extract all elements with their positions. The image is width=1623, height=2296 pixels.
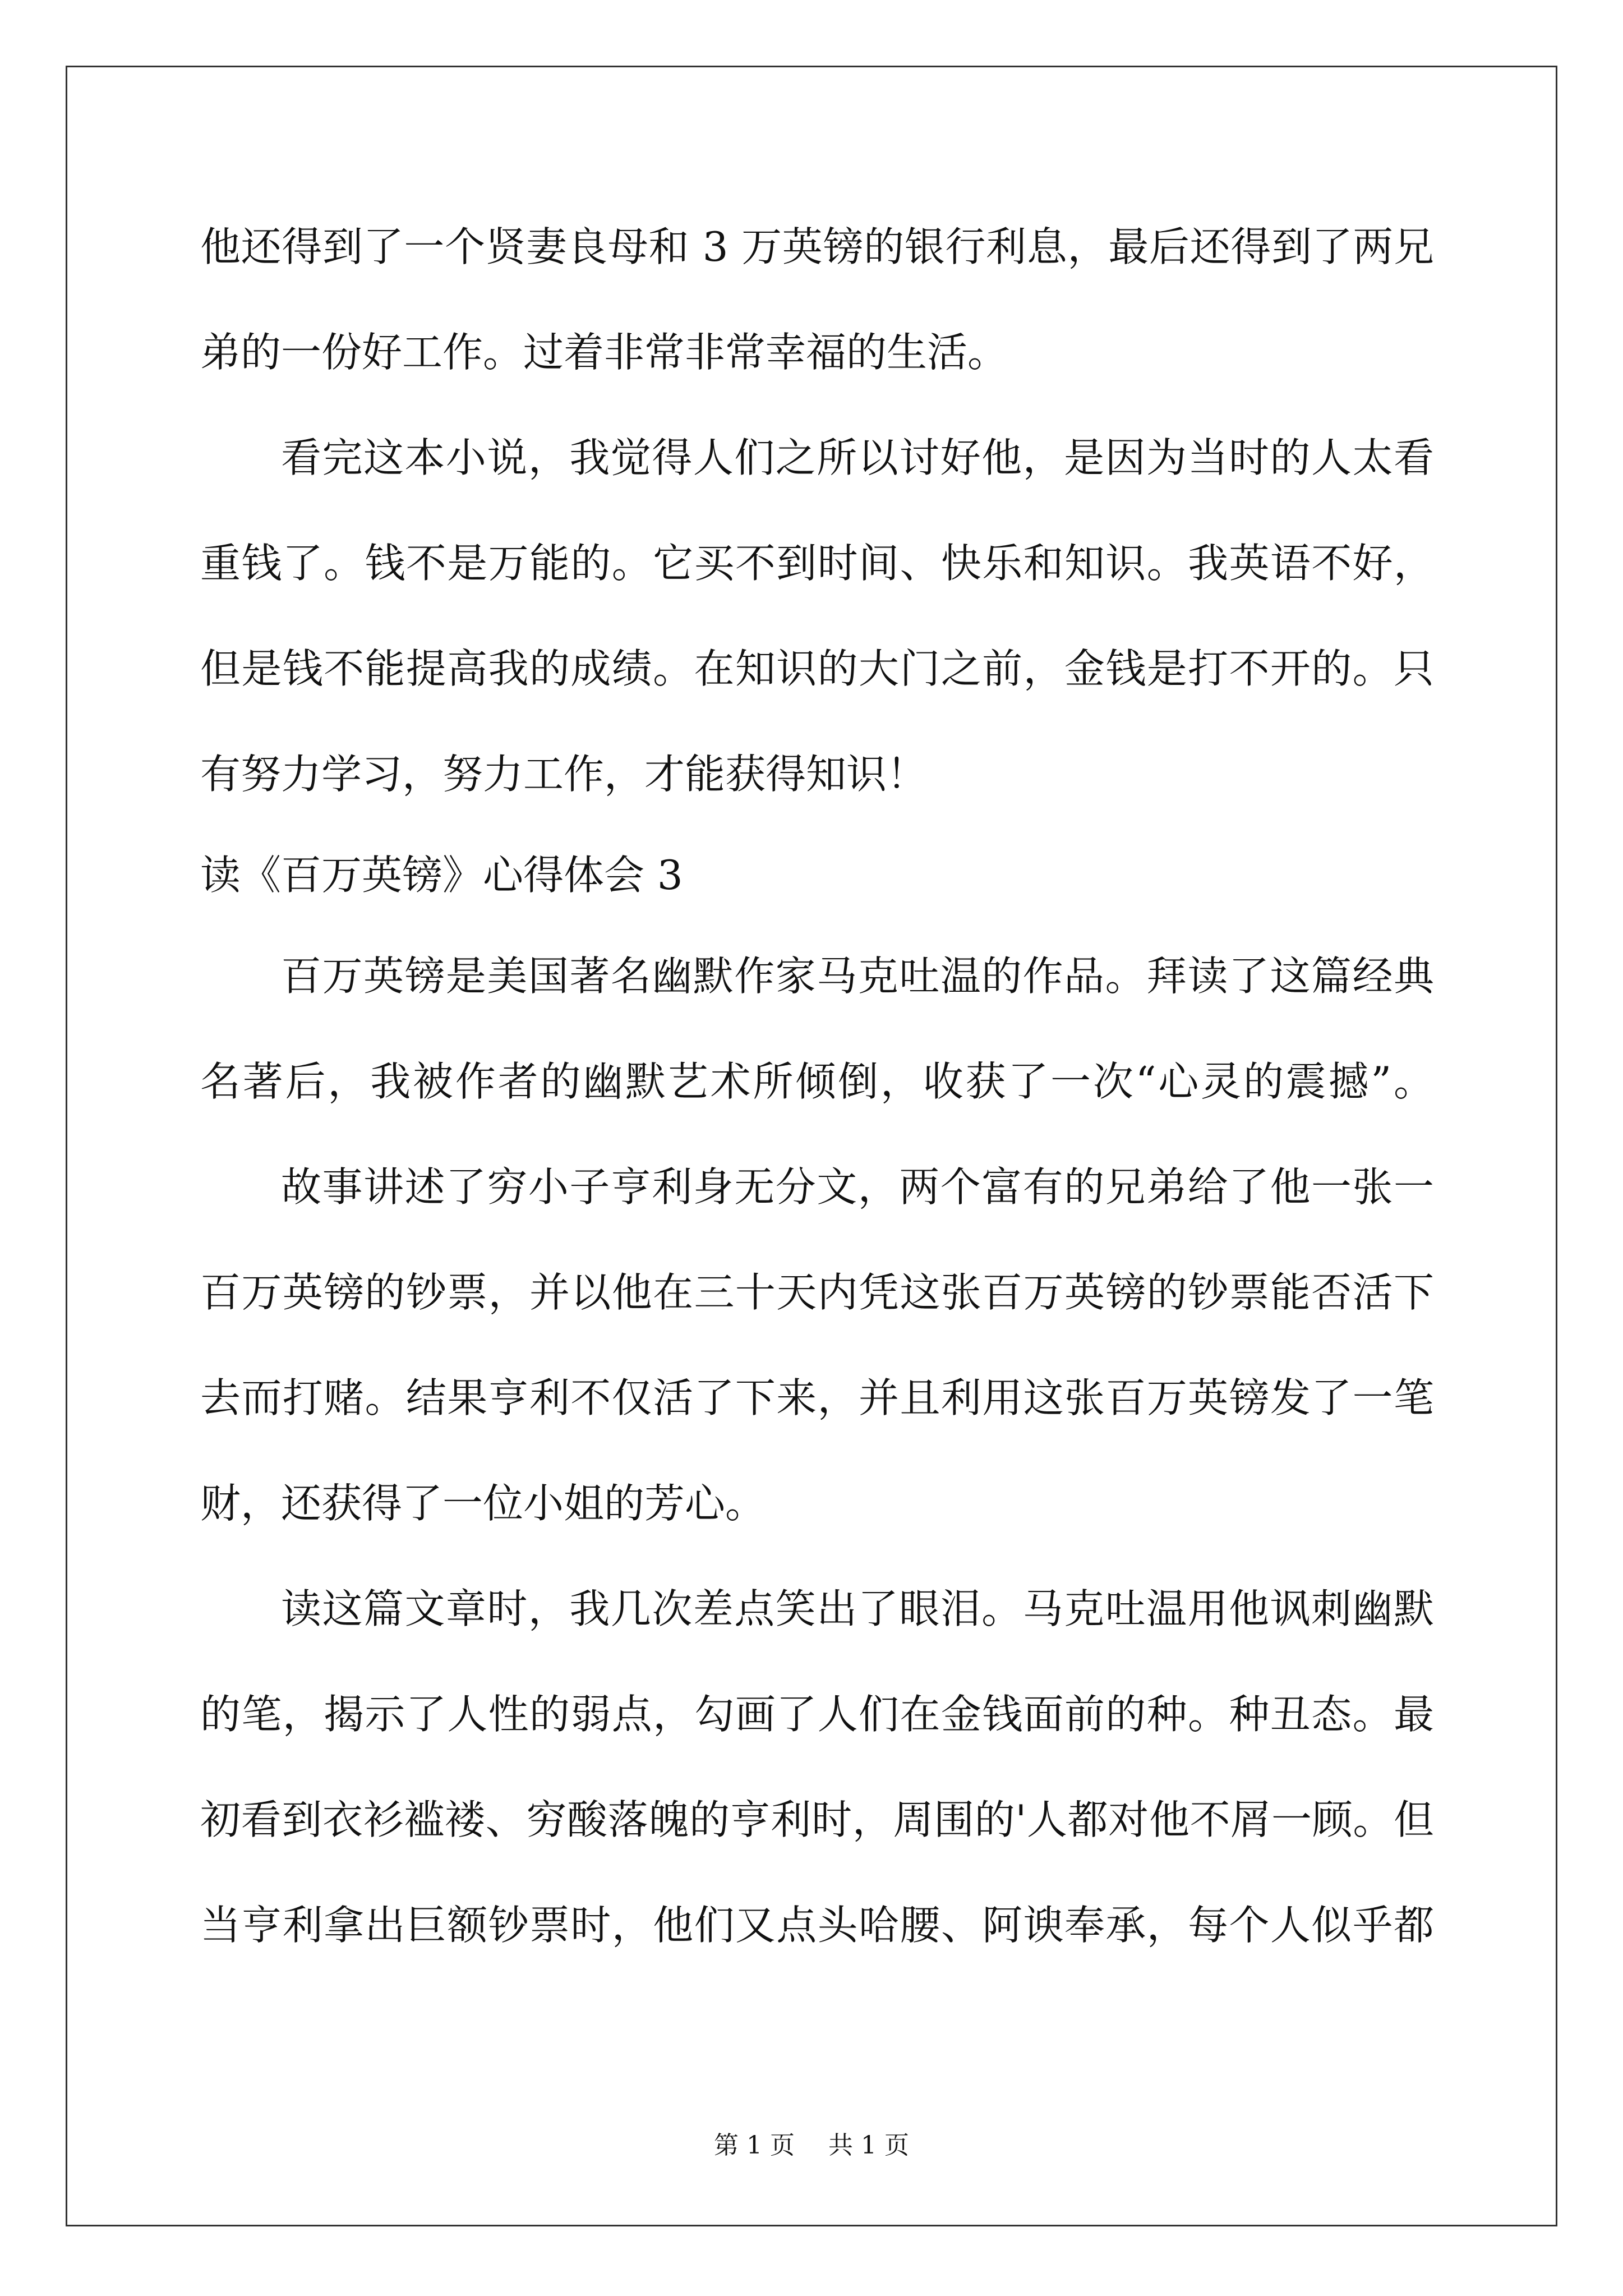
text-line-2: 弟的一份好工作。过着非常非常幸福的生活。 bbox=[200, 329, 1008, 376]
text-line-10: 故事讲述了穷小子亨利身无分文，两个富有的兄弟给了他一张一 bbox=[281, 1163, 1434, 1211]
text-line-6: 有努力学习，努力工作，才能获得知识！ bbox=[200, 751, 928, 798]
text-line-4: 重钱了。钱不是万能的。它买不到时间、快乐和知识。我英语不好， bbox=[200, 540, 1434, 587]
text-line-8: 百万英镑是美国著名幽默作家马克吐温的作品。拜读了这篇经典 bbox=[281, 953, 1434, 1000]
page-number-current: 第 1 页 bbox=[714, 2131, 795, 2160]
text-line-12: 去而打赌。结果亨利不仅活了下来，并且利用这张百万英镑发了一笔 bbox=[200, 1374, 1434, 1421]
text-line-3: 看完这本小说，我觉得人们之所以讨好他，是因为当时的人太看 bbox=[281, 434, 1434, 481]
text-line-5: 但是钱不能提高我的成绩。在知识的大门之前，金钱是打不开的。只 bbox=[200, 645, 1434, 692]
text-line-15: 的笔，揭示了人性的弱点，勾画了人们在金钱面前的种。种丑态。最 bbox=[200, 1691, 1434, 1738]
text-line-17: 当亨利拿出巨额钞票时，他们又点头哈腰、阿谀奉承，每个人似乎都 bbox=[200, 1902, 1434, 1949]
text-line-16: 初看到衣衫褴褛、穷酸落魄的亨利时，周围的'人都对他不屑一顾。但 bbox=[200, 1796, 1434, 1843]
text-line-11: 百万英镑的钞票，并以他在三十天内凭这张百万英镑的钞票能否活下 bbox=[200, 1269, 1434, 1316]
page-footer bbox=[0, 2129, 1623, 2162]
text-line-9: 名著后，我被作者的幽默艺术所倾倒，收获了一次“心灵的震撼”。 bbox=[200, 1058, 1434, 1105]
section-heading: 读《百万英镑》心得体会 3 bbox=[200, 852, 683, 899]
page-number-total: 共 1 页 bbox=[828, 2131, 909, 2160]
text-line-1: 他还得到了一个贤妻良母和 3 万英镑的银行利息，最后还得到了两兄 bbox=[200, 223, 1434, 270]
text-line-14: 读这篇文章时，我几次差点笑出了眼泪。马克吐温用他讽刺幽默 bbox=[281, 1585, 1434, 1632]
text-line-13: 财，还获得了一位小姐的芳心。 bbox=[200, 1480, 766, 1527]
